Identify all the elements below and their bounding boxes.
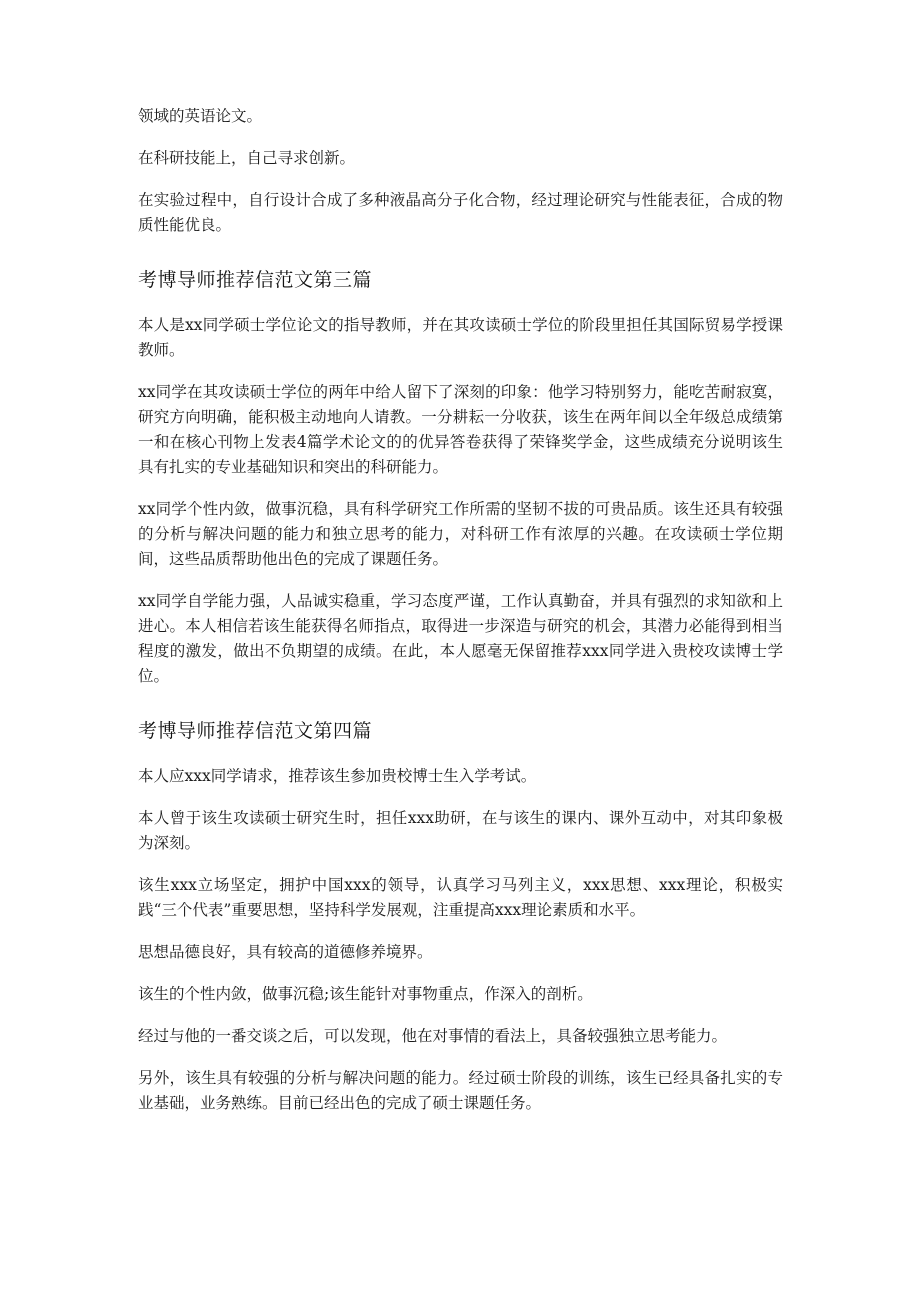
paragraph: xx同学自学能力强，人品诚实稳重，学习态度严谨，工作认真勤奋，并具有强烈的求知欲和上进心。本人相信若该生能获得名师指点，取得进一步深造与研究的机会，其潜力必能得到相当程度的激发，做出不负期望的成绩。在此，本人愿毫无保留推荐xxx同学进入贵校攻读博士学位。 <box>138 592 783 685</box>
paragraph: 在实验过程中，自行设计合成了多种液晶高分子化合物，经过理论研究与性能表征，合成的物质性能优良。 <box>138 191 783 234</box>
paragraph: xx同学个性内敛，做事沉稳，具有科学研究工作所需的坚韧不拔的可贵品质。该生还具有较强的分析与解决问题的能力和独立思考的能力，对科研工作有浓厚的兴趣。在攻读硕士学位期间，这些品质帮助他出色的完成了课题任务。 <box>138 500 783 568</box>
document-body <box>138 104 783 1133</box>
paragraph: 本人是xx同学硕士学位论文的指导教师，并在其攻读硕士学位的阶段里担任其国际贸易学授课教师。 <box>138 316 783 359</box>
paragraph: 本人应xxx同学请求，推荐该生参加贵校博士生入学考试。 <box>138 767 537 785</box>
paragraph: 在科研技能上，自己寻求创新。 <box>138 149 356 167</box>
paragraph: 经过与他的一番交谈之后，可以发现，他在对事情的看法上，具备较强独立思考能力。 <box>138 1027 728 1045</box>
paragraph: 思想品德良好，具有较高的道德修养境界。 <box>138 943 433 961</box>
paragraph: 另外，该生具有较强的分析与解决问题的能力。经过硕士阶段的训练，该生已经具备扎实的专业基础，业务熟练。目前已经出色的完成了硕士课题任务。 <box>138 1069 783 1112</box>
paragraph: 该生的个性内敛，做事沉稳;该生能针对事物重点，作深入的剖析。 <box>138 985 593 1003</box>
paragraph: 领域的英语论文。 <box>138 107 263 125</box>
section-heading-4: 考博导师推荐信范文第四篇 <box>138 720 373 742</box>
section-heading-3: 考博导师推荐信范文第三篇 <box>138 269 373 291</box>
paragraph: 本人曾于该生攻读硕士研究生时，担任xxx助研，在与该生的课内、课外互动中，对其印象极为深刻。 <box>138 809 783 852</box>
paragraph: xx同学在其攻读硕士学位的两年中给人留下了深刻的印象：他学习特别努力，能吃苦耐寂寞，研究方向明确，能积极主动地向人请教。一分耕耘一分收获，该生在两年间以全年级总成绩第一和在核心刊物上发表4篇学术论文的的优异答卷获得了荣锋奖学金，这些成绩充分说明该生具有扎实的专业基础知识和突出的科研能力。 <box>138 383 783 476</box>
paragraph: 该生xxx立场坚定，拥护中国xxx的领导，认真学习马列主义，xxx思想、xxx理论，积极实践“三个代表”重要思想，坚持科学发展观，注重提高xxx理论素质和水平。 <box>138 876 783 919</box>
